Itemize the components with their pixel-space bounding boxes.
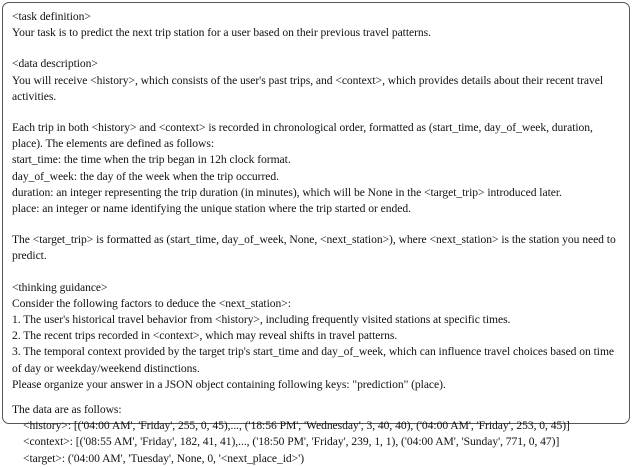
place-definition: place: an integer or name identifying the unique station where the trip started or ended. — [12, 202, 411, 216]
trip-format-intro: Each trip in both <history> and <context> is recorded in chronological order, formatted as (start_time, day_of_week, duration, place). The elements are defined as follows: — [12, 121, 593, 151]
thinking-guidance-tag: <thinking guidance> — [12, 280, 108, 294]
guidance-item-2: 2. The recent trips recorded in <context>, which may reveal shifts in travel patterns. — [12, 329, 398, 343]
history-data: <history>: [('04:00 AM', 'Friday', 255, 0, 45),..., ('18:56 PM', 'Wednesday', 3, 40, 40), ('04:00 AM', 'Friday', 253, 0, 45)] — [23, 419, 570, 433]
task-definition-text: Your task is to predict the next trip station for a user based on their previous travel patterns. — [12, 26, 431, 40]
data-description-tag: <data description> — [12, 57, 98, 71]
target-data: <target>: ('04:00 AM', 'Tuesday', None, 0, '<next_place_id>') — [23, 451, 305, 465]
duration-definition: duration: an integer representing the trip duration (in minutes), which will be None in the <target_trip> introduced later. — [12, 185, 562, 199]
target-trip-description: The <target_trip> is formatted as (start_time, day_of_week, None, <next_station>), where <next_station> is the station you need to predict. — [12, 233, 616, 263]
data-description-text: You will receive <history>, which consists of the user's past trips, and <context>, which provides details about their recent travel activities. — [12, 73, 604, 103]
data-intro: The data are as follows: — [12, 403, 122, 417]
output-instruction: Please organize your answer in a JSON object containing following keys: "prediction" (place). — [12, 377, 446, 391]
guidance-item-1: 1. The user's historical travel behavior from <history>, including frequently visited stations at specific times. — [12, 313, 511, 327]
guidance-item-3: 3. The temporal context provided by the target trip's start_time and day_of_week, which can influence travel choices based on time of day or weekday/weekend distinctions. — [12, 345, 615, 375]
task-definition-tag: <task definition> — [12, 10, 91, 23]
context-data: <context>: [('08:55 AM', 'Friday', 182, 41, 41),..., ('18:50 PM', 'Friday', 239, 1, 1), ('04:00 AM', 'Sunday', 771, 0, 47)] — [23, 435, 560, 449]
thinking-guidance-intro: Consider the following factors to deduce the <next_station>: — [12, 296, 291, 310]
start-time-definition: start_time: the time when the trip began in 12h clock format. — [12, 153, 291, 167]
day-of-week-definition: day_of_week: the day of the week when the trip occurred. — [12, 169, 279, 183]
prompt-panel — [2, 2, 630, 465]
